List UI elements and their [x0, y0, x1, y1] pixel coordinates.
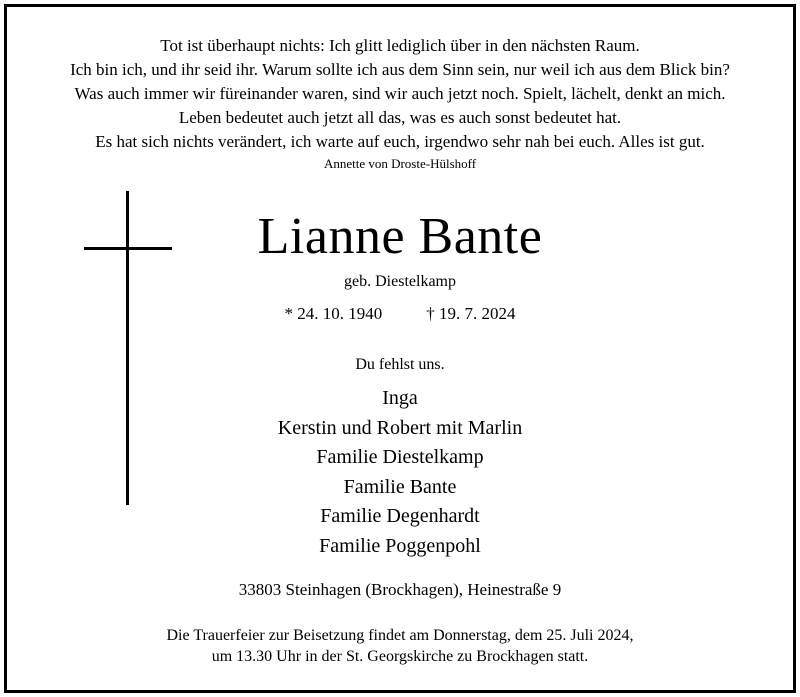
service-line: Die Trauerfeier zur Beisetzung findet am Donnerstag, dem 25. Juli 2024,: [166, 627, 634, 644]
mourner-name: Inga: [382, 387, 418, 409]
mourners-list: [0, 384, 800, 561]
poem-line: Was auch immer wir füreinander waren, sind wir auch jetzt noch. Spielt, lächelt, denkt an mich.: [74, 84, 726, 103]
mourner-name: Familie Poggenpohl: [319, 534, 481, 557]
mourner-name: Familie Degenhardt: [320, 505, 480, 527]
poem-line: Leben bedeutet auch jetzt all das, was es auch sonst bedeutet hat.: [178, 108, 622, 127]
farewell-message: Du fehlst uns.: [355, 356, 445, 373]
poem: [0, 34, 800, 154]
life-dates: [0, 304, 800, 324]
mourner-name: Familie Bante: [343, 475, 457, 498]
service-line: um 13.30 Uhr in der St. Georgskirche zu Brockhagen statt.: [211, 648, 589, 665]
poem-attribution: Annette von Droste-Hülshoff: [323, 156, 477, 171]
poem-line: Ich bin ich, und ihr seid ihr. Warum sollte ich aus dem Sinn sein, nur weil ich aus dem Blick bin?: [70, 60, 730, 79]
death-date: † 19. 7. 2024: [426, 304, 516, 323]
mourner-name: Kerstin und Robert mit Marlin: [277, 416, 523, 439]
poem-line: Tot ist überhaupt nichts: Ich glitt lediglich über in den nächsten Raum.: [160, 36, 640, 55]
service-info: [0, 625, 800, 667]
maiden-name: geb. Diestelkamp: [344, 273, 456, 290]
address: 33803 Steinhagen (Brockhagen), Heinestraße 9: [238, 580, 562, 599]
poem-line: Es hat sich nichts verändert, ich warte auf euch, irgendwo sehr nah bei euch. Alles ist gut.: [95, 132, 705, 151]
birth-date: * 24. 10. 1940: [284, 304, 383, 323]
deceased-name: Lianne Bante: [257, 208, 543, 265]
mourner-name: Familie Diestelkamp: [316, 446, 484, 468]
